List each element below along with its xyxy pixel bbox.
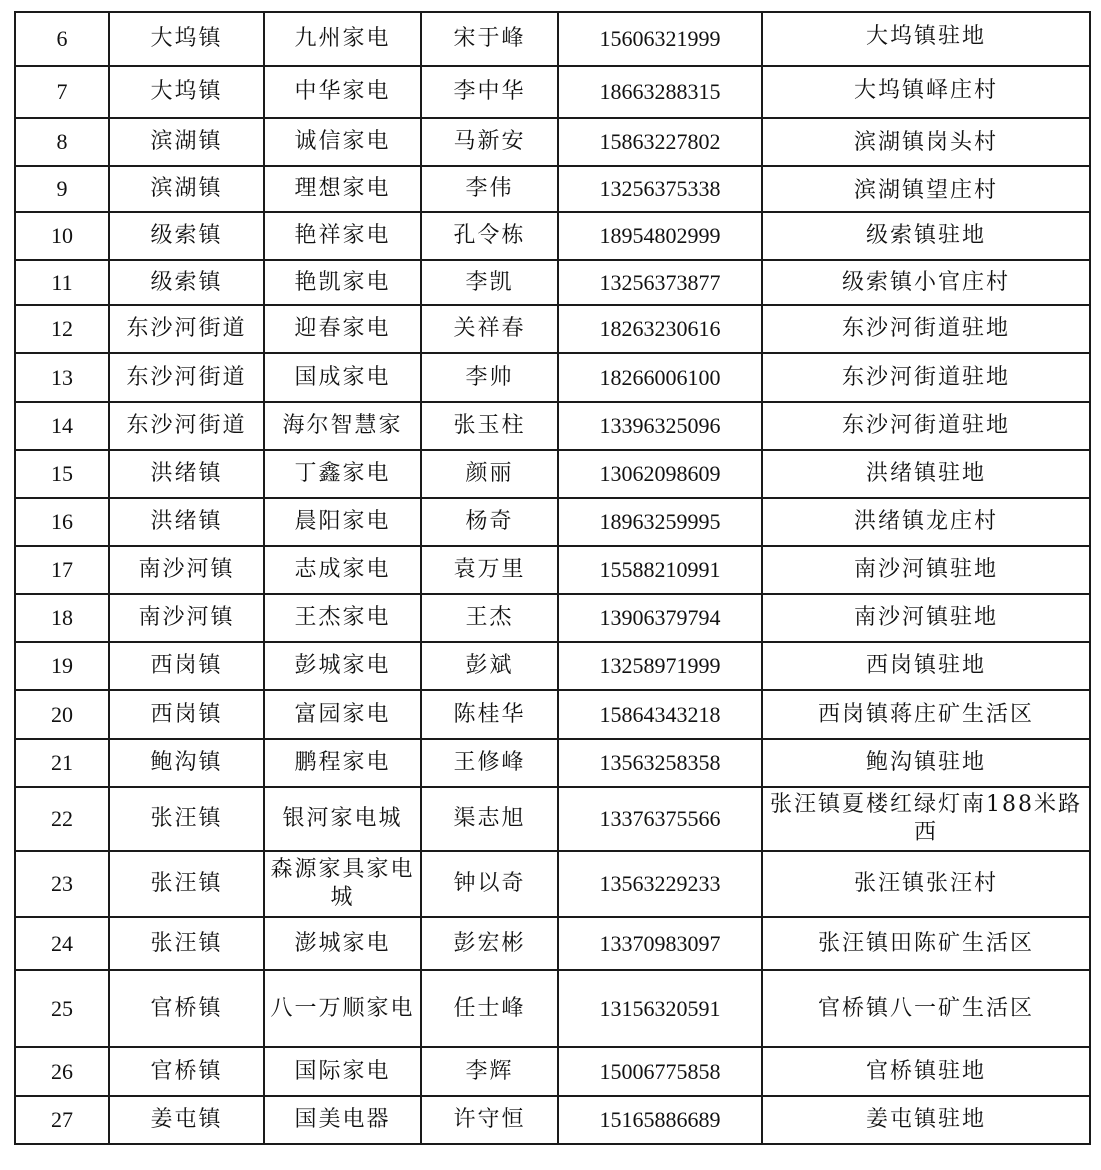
table-row [15,917,1090,970]
town-cell: 洪绪镇 [109,450,264,498]
store-name-cell: 国美电器 [264,1096,421,1144]
table-row [15,402,1090,450]
table-row [15,970,1090,1047]
town-cell: 西岗镇 [109,642,264,690]
contact-name-cell: 任士峰 [421,970,558,1047]
row-number-cell: 25 [15,970,109,1047]
phone-cell: 18263230616 [558,305,762,353]
row-number-cell: 23 [15,851,109,917]
contact-name-cell: 孔令栋 [421,212,558,260]
town-cell: 大坞镇 [109,66,264,118]
town-cell: 西岗镇 [109,690,264,739]
address-cell: 大坞镇驻地 [762,12,1090,66]
contact-name-cell: 杨奇 [421,498,558,546]
store-name-cell: 理想家电 [264,166,421,212]
store-name-cell: 诚信家电 [264,118,421,166]
store-name-cell: 澎城家电 [264,917,421,970]
phone-cell: 13256375338 [558,166,762,212]
town-cell: 东沙河街道 [109,305,264,353]
store-name-cell: 鹏程家电 [264,739,421,787]
table-row [15,498,1090,546]
row-number-cell: 10 [15,212,109,260]
row-number-cell: 24 [15,917,109,970]
contact-name-cell: 张玉柱 [421,402,558,450]
table-row [15,66,1090,118]
row-number-cell: 27 [15,1096,109,1144]
town-cell: 南沙河镇 [109,594,264,642]
contact-name-cell: 彭宏彬 [421,917,558,970]
address-cell: 官桥镇八一矿生活区 [762,970,1090,1047]
table-row [15,851,1090,917]
contact-name-cell: 钟以奇 [421,851,558,917]
town-cell: 南沙河镇 [109,546,264,594]
store-name-cell: 丁鑫家电 [264,450,421,498]
contact-name-cell: 彭斌 [421,642,558,690]
town-cell: 大坞镇 [109,12,264,66]
town-cell: 张汪镇 [109,851,264,917]
table-row [15,546,1090,594]
row-number-cell: 6 [15,12,109,66]
address-cell: 东沙河街道驻地 [762,353,1090,402]
contact-name-cell: 袁万里 [421,546,558,594]
store-name-cell: 晨阳家电 [264,498,421,546]
row-number-cell: 26 [15,1047,109,1096]
row-number-cell: 21 [15,739,109,787]
town-cell: 官桥镇 [109,970,264,1047]
phone-cell: 15606321999 [558,12,762,66]
town-cell: 滨湖镇 [109,118,264,166]
store-name-cell: 八一万顺家电 [264,970,421,1047]
table-row [15,353,1090,402]
contact-name-cell: 宋于峰 [421,12,558,66]
dealer-table-body [15,12,1090,1144]
address-cell: 滨湖镇望庄村 [762,166,1090,212]
address-cell: 官桥镇驻地 [762,1047,1090,1096]
address-cell: 张汪镇田陈矿生活区 [762,917,1090,970]
phone-cell: 13906379794 [558,594,762,642]
table-row [15,594,1090,642]
address-cell: 姜屯镇驻地 [762,1096,1090,1144]
table-row [15,12,1090,66]
store-name-cell: 森源家具家电城 [264,851,421,917]
contact-name-cell: 李中华 [421,66,558,118]
contact-name-cell: 李辉 [421,1047,558,1096]
store-name-cell: 国成家电 [264,353,421,402]
contact-name-cell: 李帅 [421,353,558,402]
address-cell: 张汪镇张汪村 [762,851,1090,917]
phone-cell: 18266006100 [558,353,762,402]
contact-name-cell: 李伟 [421,166,558,212]
row-number-cell: 20 [15,690,109,739]
town-cell: 张汪镇 [109,787,264,851]
address-cell: 大坞镇峄庄村 [762,66,1090,118]
address-cell: 东沙河街道驻地 [762,305,1090,353]
phone-cell: 13563258358 [558,739,762,787]
store-name-cell: 迎春家电 [264,305,421,353]
table-row [15,690,1090,739]
phone-cell: 13370983097 [558,917,762,970]
address-cell: 东沙河街道驻地 [762,402,1090,450]
town-cell: 鲍沟镇 [109,739,264,787]
contact-name-cell: 李凯 [421,260,558,305]
town-cell: 级索镇 [109,260,264,305]
row-number-cell: 19 [15,642,109,690]
phone-cell: 15006775858 [558,1047,762,1096]
address-cell: 洪绪镇龙庄村 [762,498,1090,546]
table-row [15,166,1090,212]
phone-cell: 13376375566 [558,787,762,851]
address-cell: 级索镇小官庄村 [762,260,1090,305]
contact-name-cell: 陈桂华 [421,690,558,739]
store-name-cell: 九州家电 [264,12,421,66]
dealer-table [14,11,1091,1145]
phone-cell: 18954802999 [558,212,762,260]
table-row [15,787,1090,851]
table-row [15,642,1090,690]
store-name-cell: 中华家电 [264,66,421,118]
row-number-cell: 9 [15,166,109,212]
table-row [15,1096,1090,1144]
town-cell: 滨湖镇 [109,166,264,212]
town-cell: 张汪镇 [109,917,264,970]
store-name-cell: 艳祥家电 [264,212,421,260]
town-cell: 官桥镇 [109,1047,264,1096]
phone-cell: 15588210991 [558,546,762,594]
table-row [15,212,1090,260]
phone-cell: 18663288315 [558,66,762,118]
contact-name-cell: 许守恒 [421,1096,558,1144]
row-number-cell: 11 [15,260,109,305]
phone-cell: 13396325096 [558,402,762,450]
row-number-cell: 12 [15,305,109,353]
address-cell: 鲍沟镇驻地 [762,739,1090,787]
town-cell: 洪绪镇 [109,498,264,546]
contact-name-cell: 马新安 [421,118,558,166]
town-cell: 级索镇 [109,212,264,260]
row-number-cell: 13 [15,353,109,402]
store-name-cell: 彭城家电 [264,642,421,690]
store-name-cell: 海尔智慧家 [264,402,421,450]
table-row [15,305,1090,353]
address-cell: 张汪镇夏楼红绿灯南188米路西 [762,787,1090,851]
phone-cell: 13258971999 [558,642,762,690]
row-number-cell: 7 [15,66,109,118]
row-number-cell: 17 [15,546,109,594]
store-name-cell: 富园家电 [264,690,421,739]
phone-cell: 13256373877 [558,260,762,305]
address-cell: 南沙河镇驻地 [762,546,1090,594]
contact-name-cell: 关祥春 [421,305,558,353]
table-row [15,739,1090,787]
contact-name-cell: 渠志旭 [421,787,558,851]
contact-name-cell: 颜丽 [421,450,558,498]
row-number-cell: 18 [15,594,109,642]
store-name-cell: 银河家电城 [264,787,421,851]
store-name-cell: 国际家电 [264,1047,421,1096]
address-cell: 级索镇驻地 [762,212,1090,260]
phone-cell: 15864343218 [558,690,762,739]
store-name-cell: 王杰家电 [264,594,421,642]
phone-cell: 13062098609 [558,450,762,498]
table-row [15,118,1090,166]
table-row [15,1047,1090,1096]
address-cell: 西岗镇蒋庄矿生活区 [762,690,1090,739]
table-row [15,450,1090,498]
row-number-cell: 8 [15,118,109,166]
address-cell: 南沙河镇驻地 [762,594,1090,642]
phone-cell: 15165886689 [558,1096,762,1144]
row-number-cell: 16 [15,498,109,546]
store-name-cell: 志成家电 [264,546,421,594]
contact-name-cell: 王杰 [421,594,558,642]
row-number-cell: 14 [15,402,109,450]
table-row [15,260,1090,305]
phone-cell: 13156320591 [558,970,762,1047]
phone-cell: 18963259995 [558,498,762,546]
town-cell: 东沙河街道 [109,402,264,450]
store-name-cell: 艳凯家电 [264,260,421,305]
town-cell: 姜屯镇 [109,1096,264,1144]
address-cell: 洪绪镇驻地 [762,450,1090,498]
address-cell: 滨湖镇岗头村 [762,118,1090,166]
phone-cell: 13563229233 [558,851,762,917]
contact-name-cell: 王修峰 [421,739,558,787]
address-cell: 西岗镇驻地 [762,642,1090,690]
phone-cell: 15863227802 [558,118,762,166]
row-number-cell: 15 [15,450,109,498]
row-number-cell: 22 [15,787,109,851]
town-cell: 东沙河街道 [109,353,264,402]
